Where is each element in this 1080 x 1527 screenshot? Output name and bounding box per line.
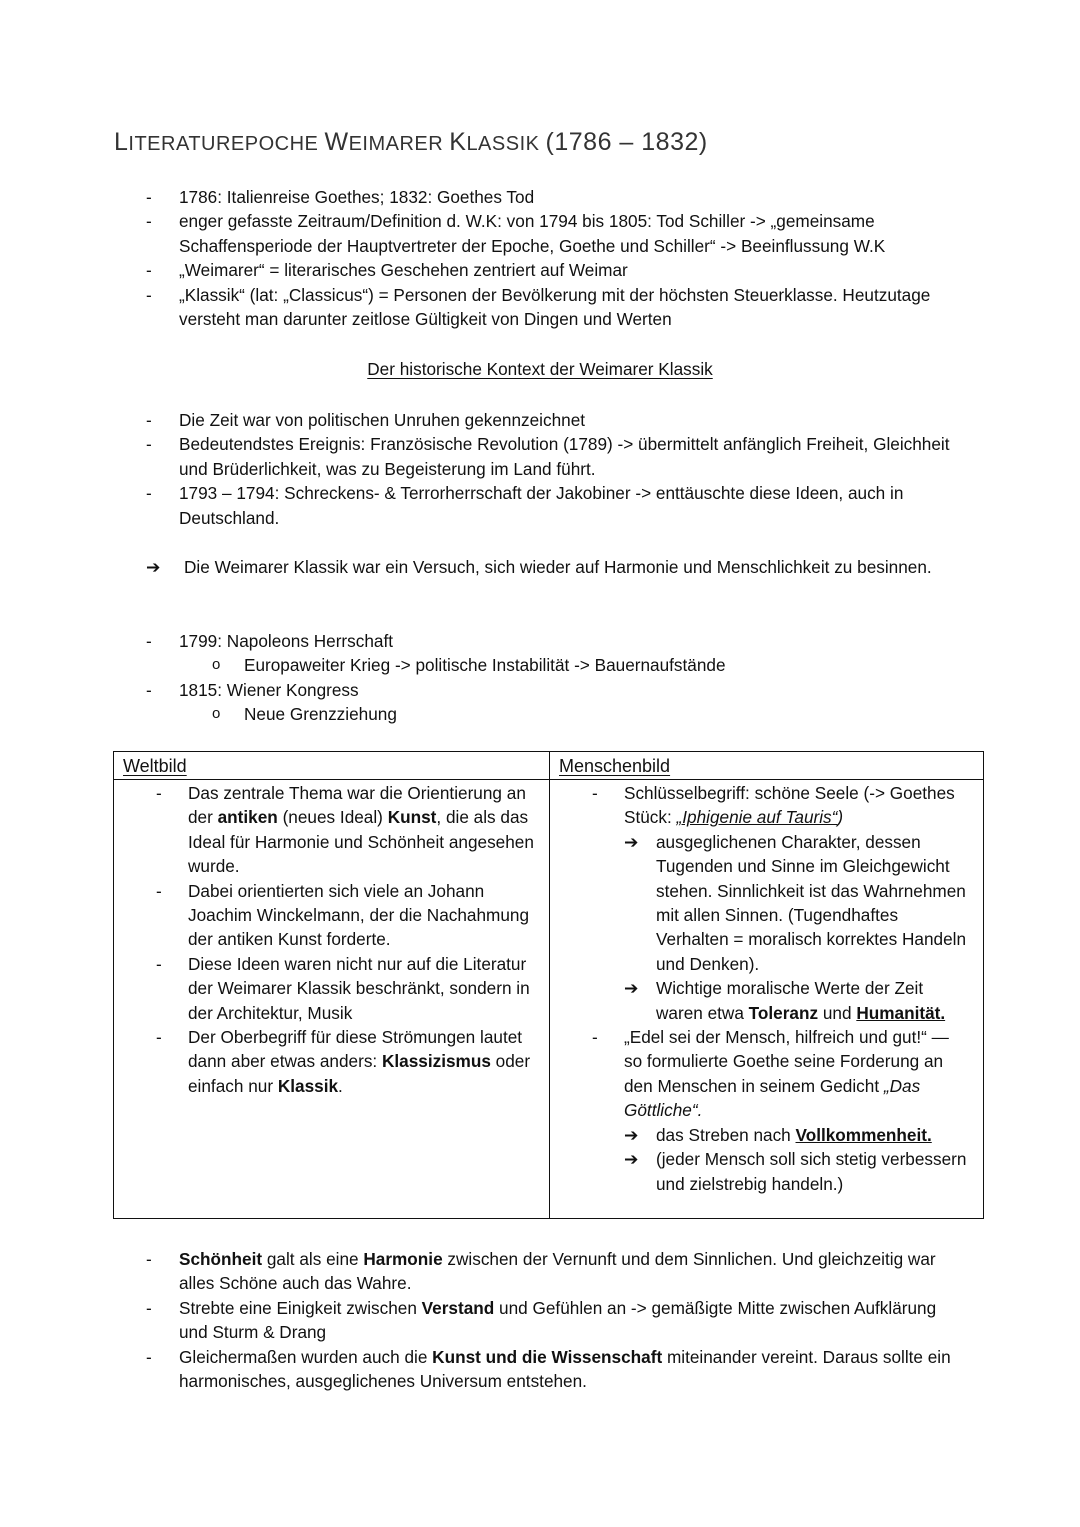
list-item: - enger gefasste Zeitraum/Definition d. W.K: von 1794 bis 1805: Tod Schiller -> „gemeinsame Schaffensperiode der Hauptvertreter der Epoche, Goethe und Schiller“ -> Beeinflussung W.K — [146, 211, 886, 256]
events-list — [0, 629, 1080, 727]
list-item: - Das zentrale Thema war die Orientierung an der antiken (neues Ideal) Kunst, die als das Ideal für Harmonie und Schönheit angesehen wurde. — [156, 783, 534, 877]
list-item: - Diese Ideen waren nicht nur auf die Literatur der Weimarer Klassik beschränkt, sondern in der Architektur, Musik — [156, 953, 530, 1023]
arrow-list-item: ➔ ausgeglichenen Charakter, dessen Tugenden und Sinne im Gleichgewicht stehen. Sinnlichkeit ist das Wahrnehmen mit allen Sinnen. (Tugendhaftes Verhalten = moralisch korrektes Handeln und Denken). — [624, 831, 967, 974]
list-item: - 1815: Wiener Kongress — [146, 679, 359, 700]
arrow-icon: ➔ — [624, 1149, 639, 1170]
list-item: - 1799: Napoleons Herrschaft — [146, 631, 394, 651]
list-item: - 1793 – 1794: Schreckens- & Terrorherrschaft der Jakobiner -> enttäuschte diese Ideen, auch in Deutschland. — [146, 483, 904, 528]
list-item: - Der Oberbegriff für diese Strömungen lautet dann aber etwas anders: Klassizismus oder einfach nur Klassik. — [156, 1027, 531, 1096]
list-item: - „Edel sei der Mensch, hilfreich und gut!“ — so formulierte Goethe seine Forderung an den Menschen in seinem Gedicht „Das Göttliche“. — [592, 1027, 949, 1121]
arrow-list-item: ➔ (jeder Mensch soll sich stetig verbessern und zielstrebig handeln.) — [624, 1149, 967, 1194]
intro-list — [0, 185, 1080, 331]
list-item: - 1786: Italienreise Goethes; 1832: Goethes Tod — [146, 187, 535, 207]
arrow-icon: ➔ — [624, 978, 639, 999]
arrow-list-item: ➔ das Streben nach Vollkommenheit. — [550, 1123, 970, 1147]
circle-bullet-icon: o — [212, 705, 221, 723]
arrow-icon: ➔ — [624, 1124, 639, 1145]
final-list — [0, 1247, 1080, 1393]
page-title: LITERATUREPOCHE WEIMARER KLASSIK (1786 – 1832) — [114, 128, 708, 156]
sub-list-item: o Neue Grenzziehung — [0, 702, 1080, 726]
menschenbild-cell — [550, 781, 970, 1196]
arrow-list-item: ➔ Wichtige moralische Werte der Zeit waren etwa Toleranz und Humanität. — [624, 978, 946, 1023]
list-item: - „Klassik“ (lat: „Classicus“) = Personen der Bevölkerung mit der höchsten Steuerklasse. Heutzutage versteht man darunter zeitlose Gültigkeit von Dingen und Werten — [146, 284, 931, 330]
circle-bullet-icon: o — [212, 656, 221, 674]
weltbild-header: Weltbild — [123, 756, 187, 776]
menschenbild-header: Menschenbild — [559, 756, 671, 776]
list-item: - Bedeutendstes Ereignis: Französische Revolution (1789) -> übermittelt anfänglich Freiheit, Gleichheit und Brüderlichkeit, was zu Begeisterung im Land führt. — [146, 434, 950, 479]
list-item: - Schönheit galt als eine Harmonie zwischen der Vernunft und dem Sinnlichen. Und gleichzeitig war alles Schöne auch das Wahre. — [146, 1249, 936, 1294]
comparison-table — [113, 751, 984, 1219]
sub-list-item: o Europaweiter Krieg -> politische Instabilität -> Bauernaufstände — [0, 653, 1080, 677]
list-item: - Gleichermaßen wurden auch die Kunst und die Wissenschaft miteinander vereint. Daraus sollte ein harmonisches, ausgeglichenes Universum entstehen. — [146, 1346, 951, 1392]
arrow-icon: ➔ — [624, 831, 639, 852]
list-item: - Die Zeit war von politischen Unruhen gekennzeichnet — [146, 410, 586, 430]
section-heading: Der historische Kontext der Weimarer Klassik — [367, 359, 713, 379]
context-list — [0, 408, 1080, 530]
table-divider — [114, 779, 983, 780]
list-item: - Dabei orientierten sich viele an Johann Joachim Winckelmann, der die Nachahmung der antiken Kunst forderte. — [156, 880, 530, 950]
list-item: - Schlüsselbegriff: schöne Seele (-> Goethes Stück: „Iphigenie auf Tauris“) — [592, 783, 955, 828]
conclusion-arrow-item: ➔ Die Weimarer Klassik war ein Versuch, sich wieder auf Harmonie und Menschlichkeit zu besinnen. — [0, 555, 1080, 579]
weltbild-cell — [114, 781, 538, 1098]
arrow-icon: ➔ — [146, 557, 161, 577]
list-item: - Strebte eine Einigkeit zwischen Verstand und Gefühlen an -> gemäßigte Mitte zwischen Aufklärung und Sturm & Drang — [146, 1297, 937, 1343]
list-item: - „Weimarer“ = literarisches Geschehen zentriert auf Weimar — [146, 260, 628, 281]
